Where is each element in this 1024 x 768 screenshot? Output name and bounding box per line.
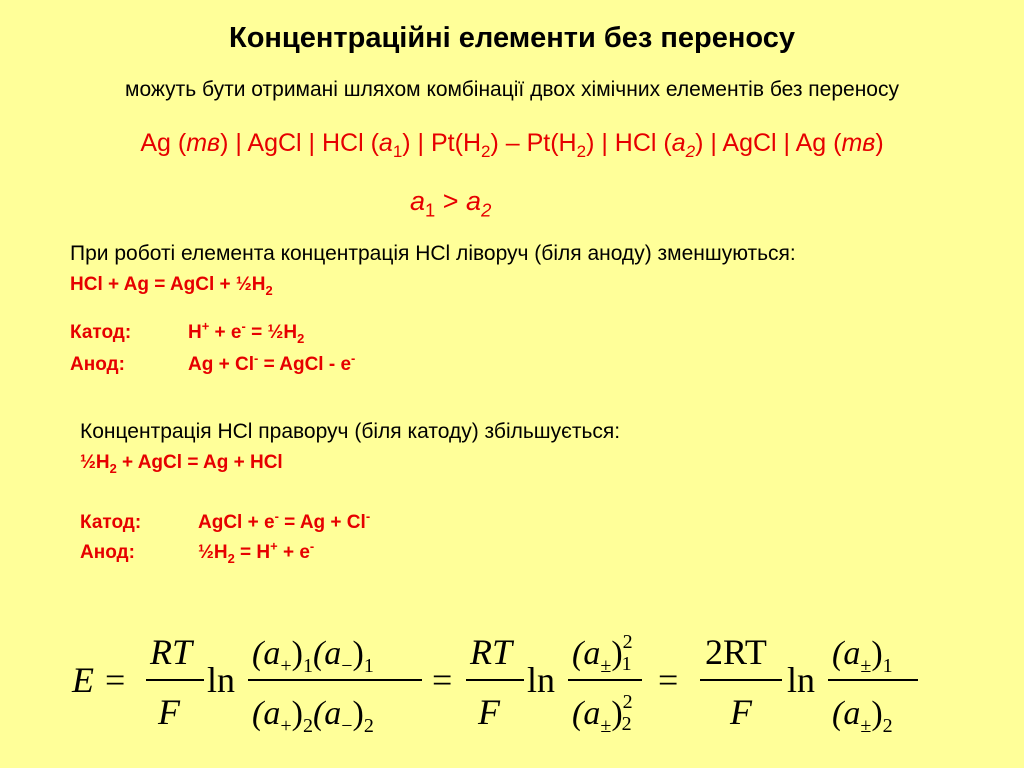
right-overall-reaction: $\frac{1}{2}H_2$ + AgCl = Ag + HCl (80, 452, 283, 476)
formula-num-1: $(a_+)_1(a_-)_1$ (252, 635, 374, 677)
nernst-formula (60, 622, 960, 742)
activity-condition: $a_1 > a_2$ (410, 186, 492, 221)
formula-den-2: $(a_\pm)^2$ 2 (572, 691, 633, 737)
formula-RT-2: RT (470, 632, 513, 672)
formula-ln-3: ln (787, 660, 816, 700)
cell-scheme: Ag (тв) | AgCl | HCl $(a_1)$ | $Pt(H_2) - Pt(H_2)$ | HCl $(a_2)$ | AgCl | Ag (тв) (140, 129, 884, 161)
page-title: Концентраційні елементи без переносу (229, 22, 795, 54)
formula-num-3: $(a_\pm)_1$ (832, 635, 893, 677)
formula-ln-1: ln (207, 660, 236, 700)
subtitle: можуть бути отримані шляхом комбінації двох хімічних елементів без переносу (125, 78, 899, 101)
right-electrode-intro: Концентрація НCl праворуч (біля катоду) збільшується: (80, 420, 621, 443)
formula-num-2: $(a_\pm)^2$ 1 (572, 631, 633, 677)
left-overall-reaction: HCl + Ag = AgCl + $\frac{1}{2}H_2$ (70, 274, 273, 298)
formula-equals-2: = (432, 660, 453, 700)
right-anode-line: Анод: $\frac{1}{2}H_2 = H^+ + e^-$ (80, 538, 315, 566)
left-cathode-line: Катод: $H^+ + e^- = \frac{1}{2}H_2$ (70, 318, 305, 346)
formula-E: E (72, 660, 94, 700)
right-cathode-line: Катод: AgCl + e- = Ag + Cl- (80, 508, 371, 533)
formula-den-1: $(a_+)_2(a_-)_2$ (252, 695, 374, 737)
formula-equals-3: = (658, 660, 679, 700)
formula-F-1: F (158, 692, 180, 732)
formula-equals-1: = (105, 660, 126, 700)
formula-2RT: 2RT (705, 632, 767, 672)
formula-F-3: F (730, 692, 752, 732)
formula-RT-1: RT (150, 632, 193, 672)
formula-F-2: F (478, 692, 500, 732)
left-anode-line: Анод: Ag + Cl- = AgCl - e- (70, 350, 356, 375)
formula-ln-2: ln (527, 660, 556, 700)
formula-den-3: $(a_\pm)_2$ (832, 695, 893, 737)
left-electrode-intro: При роботі елемента концентрація НCl ліворуч (біля аноду) зменшуються: (70, 242, 796, 265)
